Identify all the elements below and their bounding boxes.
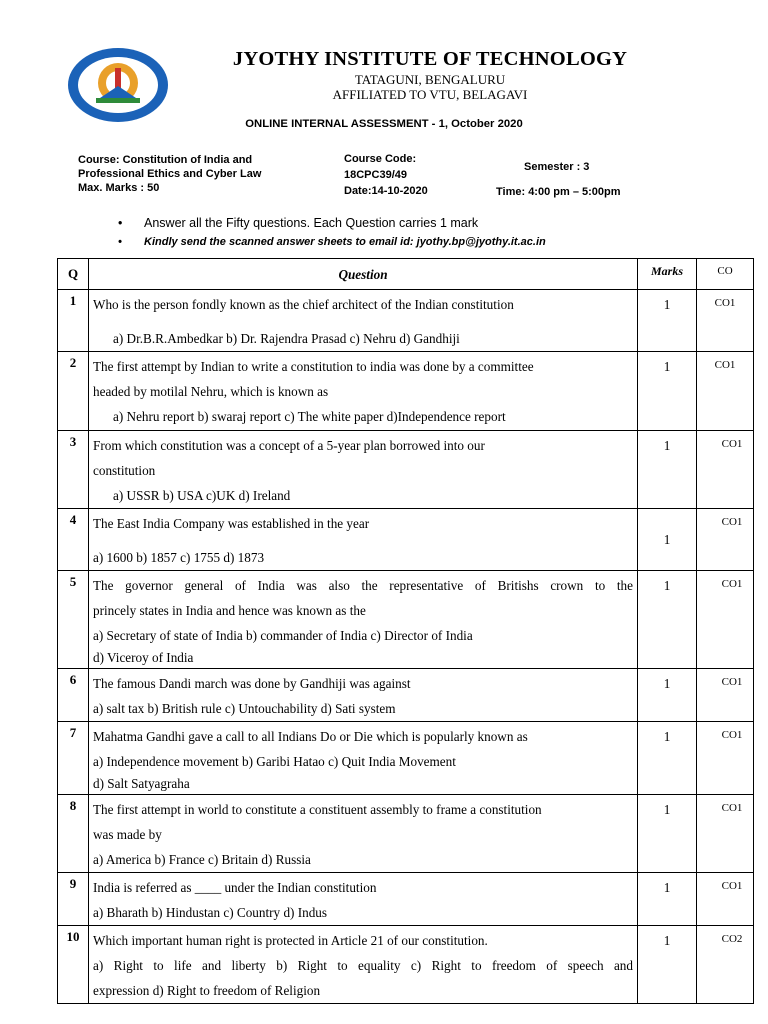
course-code-value: 18CPC39/49 xyxy=(344,169,407,181)
question-table xyxy=(57,258,754,1004)
institute-location: TATAGUNI, BENGALURU xyxy=(354,72,506,87)
question-text: The first attempt in world to constitute a constituent assembly to frame a constitution was made by a) America b) France c) Britain d) Russia xyxy=(89,795,638,873)
question-number: 5 xyxy=(58,571,89,669)
header-co: CO xyxy=(697,259,754,290)
question-marks: 1 xyxy=(638,509,697,571)
question-text: The famous Dandi march was done by Gandhiji was against a) salt tax b) British rule c) Untouchability d) Sati system xyxy=(89,669,638,722)
course-name-line2: Professional Ethics and Cyber Law xyxy=(78,168,262,180)
bullet-icon: • xyxy=(118,216,123,230)
exam-time: Time: 4:00 pm – 5:00pm xyxy=(496,186,621,198)
exam-date: Date:14-10-2020 xyxy=(344,185,428,197)
question-co: CO1 xyxy=(697,352,754,431)
question-co: CO1 xyxy=(697,669,754,722)
question-marks: 1 xyxy=(638,669,697,722)
question-marks: 1 xyxy=(638,722,697,795)
table-row xyxy=(58,722,754,795)
question-text: The governor general of India was also the representative of Britishs crown to the princely states in India and hence was known as the a) Secretary of state of India b) commander of India c) Director of India d) Viceroy of India xyxy=(89,571,638,669)
question-text: The first attempt by Indian to write a constitution to india was done by a committee headed by motilal Nehru, which is known as a) Nehru report b) swaraj report c) The white paper d)Independence report xyxy=(89,352,638,431)
question-number: 7 xyxy=(58,722,89,795)
question-co: CO1 xyxy=(697,290,754,352)
table-row xyxy=(58,873,754,926)
question-text: Who is the person fondly known as the chief architect of the Indian constitution a) Dr.B.R.Ambedkar b) Dr. Rajendra Prasad c) Nehru d) Gandhiji xyxy=(89,290,638,352)
table-row xyxy=(58,431,754,509)
question-co: CO1 xyxy=(697,509,754,571)
question-number: 6 xyxy=(58,669,89,722)
header-question: Question xyxy=(89,259,638,290)
table-row xyxy=(58,352,754,431)
question-text: The East India Company was established in the year a) 1600 b) 1857 c) 1755 d) 1873 xyxy=(89,509,638,571)
question-co: CO1 xyxy=(697,722,754,795)
course-code-label: Course Code: xyxy=(344,153,417,165)
table-header-row xyxy=(58,259,754,290)
question-marks: 1 xyxy=(638,431,697,509)
question-text: Which important human right is protected in Article 21 of our constitution. a) Right to life and liberty b) Right to equality c) Right to freedom of speech and expression d) Right to freedom of Religion xyxy=(89,926,638,1004)
table-row xyxy=(58,795,754,873)
institute-logo xyxy=(66,46,170,124)
question-number: 8 xyxy=(58,795,89,873)
table-row xyxy=(58,290,754,352)
question-text: From which constitution was a concept of a 5-year plan borrowed into our constitution a) USSR b) USA c)UK d) Ireland xyxy=(89,431,638,509)
question-co: CO1 xyxy=(697,795,754,873)
question-co: CO2 xyxy=(697,926,754,1004)
question-co: CO1 xyxy=(697,431,754,509)
course-info xyxy=(78,153,261,195)
question-marks: 1 xyxy=(638,926,697,1004)
question-marks: 1 xyxy=(638,290,697,352)
question-number: 1 xyxy=(58,290,89,352)
question-marks: 1 xyxy=(638,795,697,873)
question-marks: 1 xyxy=(638,352,697,431)
question-text: India is referred as ____ under the Indian constitution a) Bharath b) Hindustan c) Country d) Indus xyxy=(89,873,638,926)
question-marks: 1 xyxy=(638,571,697,669)
table-row xyxy=(58,669,754,722)
question-number: 2 xyxy=(58,352,89,431)
bullet-icon: • xyxy=(118,236,122,248)
course-code-block xyxy=(344,151,428,199)
assessment-title: ONLINE INTERNAL ASSESSMENT - 1, October 2020 xyxy=(245,118,523,130)
header-q: Q xyxy=(58,259,89,290)
table-row xyxy=(58,509,754,571)
max-marks: Max. Marks : 50 xyxy=(78,182,160,194)
header-marks: Marks xyxy=(638,259,697,290)
table-row xyxy=(58,571,754,669)
semester: Semester : 3 xyxy=(524,161,590,173)
question-co: CO1 xyxy=(697,873,754,926)
question-number: 4 xyxy=(58,509,89,571)
question-co: CO1 xyxy=(697,571,754,669)
institute-affiliation: AFFILIATED TO VTU, BELAGAVI xyxy=(332,87,528,102)
question-number: 3 xyxy=(58,431,89,509)
institute-name: JYOTHY INSTITUTE OF TECHNOLOGY xyxy=(232,48,628,70)
question-number: 10 xyxy=(58,926,89,1004)
question-text: Mahatma Gandhi gave a call to all Indians Do or Die which is popularly known as a) Independence movement b) Garibi Hatao c) Quit India Movement d) Salt Satyagraha xyxy=(89,722,638,795)
question-number: 9 xyxy=(58,873,89,926)
table-row xyxy=(58,926,754,1004)
question-marks: 1 xyxy=(638,873,697,926)
course-name-line1: Course: Constitution of India and xyxy=(78,154,253,166)
